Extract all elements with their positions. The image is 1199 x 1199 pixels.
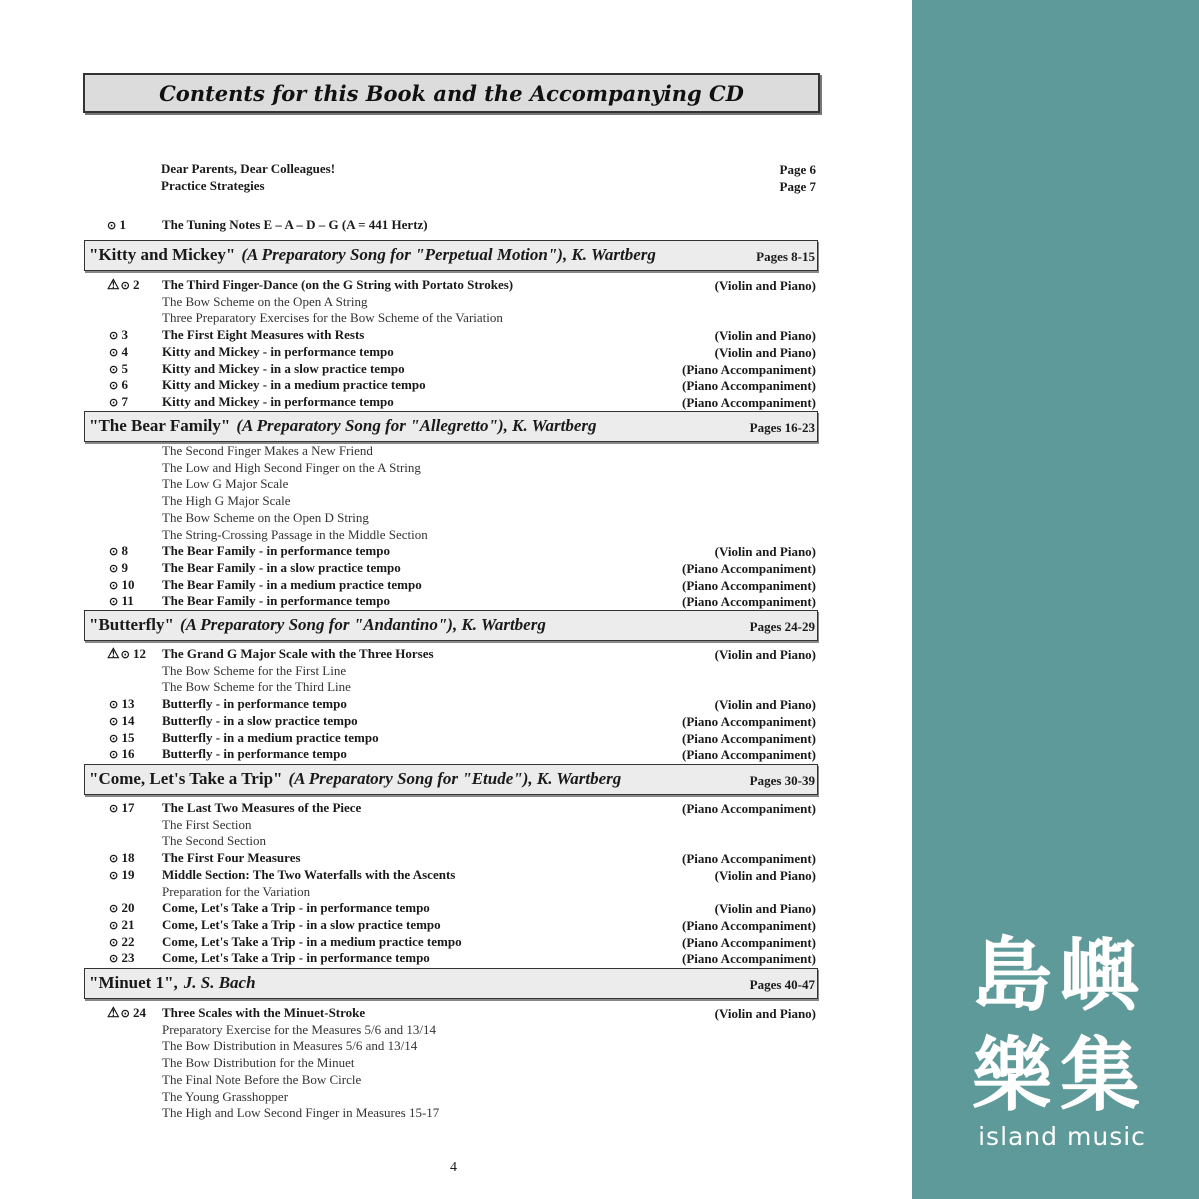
- accompaniment-label: (Violin and Piano): [714, 901, 816, 916]
- cd-track-number: ⊙ 18: [109, 850, 135, 865]
- accompaniment-label: (Piano Accompaniment): [682, 731, 816, 746]
- accompaniment-label: (Violin and Piano): [714, 328, 816, 343]
- toc-entry: Kitty and Mickey - in a medium practice tempo: [162, 377, 426, 392]
- cd-icon: ⊙: [109, 347, 119, 359]
- section-pages: Pages 16-23: [749, 420, 815, 435]
- cd-icon: ⊙: [109, 546, 119, 558]
- toc-entry: The Bear Family - in performance tempo: [162, 543, 390, 558]
- toc-entry: The Bow Distribution in Measures 5/6 and 13/14: [162, 1038, 418, 1053]
- toc-entry: Middle Section: The Two Waterfalls with the Ascents: [162, 867, 456, 882]
- cd-icon: ⊙: [109, 937, 119, 949]
- song-title: "The Bear Family": [89, 416, 231, 435]
- accompaniment-label: (Violin and Piano): [714, 868, 816, 883]
- song-subtitle: (A Preparatory Song for "Andantino"), K. Wartberg: [179, 615, 546, 634]
- cd-icon: ⊙: [109, 364, 119, 376]
- contents-title: Contents for this Book and the Accompanying CD: [159, 80, 744, 106]
- contents-title-box: [83, 73, 820, 113]
- toc-entry: Come, Let's Take a Trip - in performance tempo: [162, 950, 430, 965]
- toc-entry: Come, Let's Take a Trip - in performance tempo: [162, 900, 430, 915]
- accompaniment-label: (Piano Accompaniment): [682, 594, 816, 609]
- toc-entry: The First Four Measures: [162, 850, 301, 865]
- toc-entry: Butterfly - in a slow practice tempo: [162, 713, 358, 728]
- toc-entry: The Bear Family - in a slow practice tempo: [162, 560, 401, 575]
- toc-entry: Preparation for the Variation: [162, 884, 311, 899]
- cd-track-number: ⊙ 11: [109, 593, 134, 608]
- toc-entry: Come, Let's Take a Trip - in a medium practice tempo: [162, 934, 462, 949]
- accompaniment-label: (Piano Accompaniment): [682, 578, 816, 593]
- cd-icon: ⊙: [109, 870, 119, 882]
- intro-item: Dear Parents, Dear Colleagues!: [161, 161, 336, 176]
- song-subtitle: J. S. Bach: [183, 973, 256, 992]
- section-pages: Pages 24-29: [749, 619, 815, 634]
- section-title: [89, 245, 656, 265]
- cd-track-number: ⊙ 4: [109, 344, 128, 359]
- cd-icon: ⊙: [120, 280, 130, 292]
- toc-entry: Kitty and Mickey - in performance tempo: [162, 394, 394, 409]
- song-title: "Kitty and Mickey": [89, 245, 236, 264]
- accompaniment-label: (Piano Accompaniment): [682, 561, 816, 576]
- cd-icon: ⊙: [109, 853, 119, 865]
- accompaniment-label: (Violin and Piano): [714, 697, 816, 712]
- cd-icon: ⊙: [109, 803, 119, 815]
- cd-track-number: ⊙ 16: [109, 746, 135, 761]
- accompaniment-label: (Piano Accompaniment): [682, 747, 816, 762]
- song-subtitle: (A Preparatory Song for "Perpetual Motion"), K. Wartberg: [241, 245, 656, 264]
- cd-track-number: ⊙ 3: [109, 327, 128, 342]
- accompaniment-label: (Piano Accompaniment): [682, 378, 816, 393]
- accompaniment-label: (Piano Accompaniment): [682, 918, 816, 933]
- accompaniment-label: (Piano Accompaniment): [682, 714, 816, 729]
- cd-track-number: ⊙ 22: [109, 934, 135, 949]
- toc-entry: Three Scales with the Minuet-Stroke: [162, 1005, 366, 1020]
- toc-entry: The Bear Family - in a medium practice tempo: [162, 577, 422, 592]
- toc-entry: The Young Grasshopper: [162, 1089, 289, 1104]
- cd-icon: ⊙: [120, 649, 130, 661]
- cd-track-number: ⊙ 8: [109, 543, 128, 558]
- cd-track-number: ⊙ 10: [109, 577, 135, 592]
- song-title: "Minuet 1",: [89, 973, 178, 992]
- section-pages: Pages 30-39: [749, 773, 815, 788]
- toc-entry: The Final Note Before the Bow Circle: [162, 1072, 362, 1087]
- cd-track-number: ⊙ 1: [107, 217, 126, 232]
- cd-icon: ⊙: [109, 699, 119, 711]
- cd-track-number: ⊙ 21: [109, 917, 135, 932]
- toc-entry: The Bow Distribution for the Minuet: [162, 1055, 355, 1070]
- song-title: "Come, Let's Take a Trip": [89, 769, 283, 788]
- cd-icon: ⊙: [109, 903, 119, 915]
- accompaniment-label: (Violin and Piano): [714, 544, 816, 559]
- toc-entry: The First Eight Measures with Rests: [162, 327, 365, 342]
- cd-icon: ⊙: [109, 397, 119, 409]
- toc-entry: The Low G Major Scale: [162, 476, 289, 491]
- cd-icon: ⊙: [109, 953, 119, 965]
- section-title: [89, 973, 256, 993]
- cd-icon: ⊙: [107, 220, 117, 232]
- toc-entry: Butterfly - in performance tempo: [162, 696, 347, 711]
- toc-entry: Kitty and Mickey - in a slow practice tempo: [162, 361, 405, 376]
- toc-entry: The Bow Scheme for the First Line: [162, 663, 347, 678]
- cd-track-number: ⚠⊙ 12: [107, 646, 147, 662]
- song-title: "Butterfly": [89, 615, 174, 634]
- accompaniment-label: (Violin and Piano): [714, 1006, 816, 1021]
- toc-entry: The High G Major Scale: [162, 493, 291, 508]
- section-header: [84, 240, 818, 271]
- hazard-icon: ⚠: [107, 1006, 120, 1021]
- brand-sidebar: [912, 0, 1199, 1199]
- toc-entry: The Low and High Second Finger on the A String: [162, 460, 421, 475]
- accompaniment-label: (Violin and Piano): [714, 647, 816, 662]
- section-pages: Pages 8-15: [756, 249, 815, 264]
- cd-track-number: ⊙ 23: [109, 950, 135, 965]
- section-title: [89, 416, 597, 436]
- cd-icon: ⊙: [109, 733, 119, 745]
- intro-page: Page 7: [779, 179, 816, 194]
- accompaniment-label: (Piano Accompaniment): [682, 801, 816, 816]
- cd-track-number: ⊙ 19: [109, 867, 135, 882]
- hazard-icon: ⚠: [107, 278, 120, 293]
- accompaniment-label: (Piano Accompaniment): [682, 935, 816, 950]
- page-number: 4: [450, 1160, 457, 1175]
- toc-entry: Come, Let's Take a Trip - in a slow practice tempo: [162, 917, 441, 932]
- cd-track-number: ⊙ 14: [109, 713, 135, 728]
- hazard-icon: ⚠: [107, 647, 120, 662]
- cd-track-number: ⊙ 7: [109, 394, 128, 409]
- intro-item: Practice Strategies: [161, 178, 265, 193]
- accompaniment-label: (Piano Accompaniment): [682, 362, 816, 377]
- toc-entry: The Bow Scheme on the Open A String: [162, 294, 368, 309]
- cd-icon: ⊙: [109, 749, 119, 761]
- toc-entry: Three Preparatory Exercises for the Bow Scheme of the Variation: [162, 310, 503, 325]
- cd-icon: ⊙: [109, 580, 119, 592]
- cd-icon: ⊙: [109, 920, 119, 932]
- section-pages: Pages 40-47: [749, 977, 815, 992]
- song-subtitle: (A Preparatory Song for "Etude"), K. Wartberg: [288, 769, 622, 788]
- toc-entry: Butterfly - in performance tempo: [162, 746, 347, 761]
- toc-entry: Preparatory Exercise for the Measures 5/6 and 13/14: [162, 1022, 436, 1037]
- cd-icon: ⊙: [109, 596, 119, 608]
- brand-logo-line2: 樂集: [972, 1029, 1148, 1122]
- cd-track-number: ⊙ 15: [109, 730, 135, 745]
- toc-entry: The Second Finger Makes a New Friend: [162, 443, 373, 458]
- cd-icon: ⊙: [109, 380, 119, 392]
- toc-entry: The Bow Scheme for the Third Line: [162, 679, 351, 694]
- cd-icon: ⊙: [109, 563, 119, 575]
- cd-track-number: ⚠⊙ 24: [107, 1005, 147, 1021]
- toc-entry: The Grand G Major Scale with the Three Horses: [162, 646, 434, 661]
- cd-track-number: ⚠⊙ 2: [107, 277, 140, 293]
- toc-entry: The Last Two Measures of the Piece: [162, 800, 362, 815]
- accompaniment-label: (Violin and Piano): [714, 345, 816, 360]
- toc-entry: The String-Crossing Passage in the Middle Section: [162, 527, 428, 542]
- brand-logo-line1: 島嶼: [972, 929, 1148, 1022]
- cd-icon: ⊙: [109, 330, 119, 342]
- section-header: [84, 764, 818, 795]
- toc-entry: The Second Section: [162, 833, 266, 848]
- cd-icon: ⊙: [120, 1008, 130, 1020]
- section-header: [84, 610, 818, 641]
- song-subtitle: (A Preparatory Song for "Allegretto"), K. Wartberg: [236, 416, 597, 435]
- toc-entry: The High and Low Second Finger in Measures 15-17: [162, 1105, 440, 1120]
- cd-track-number: ⊙ 9: [109, 560, 128, 575]
- accompaniment-label: (Piano Accompaniment): [682, 951, 816, 966]
- cd-track-number: ⊙ 20: [109, 900, 135, 915]
- toc-entry: Kitty and Mickey - in performance tempo: [162, 344, 394, 359]
- toc-entry: Butterfly - in a medium practice tempo: [162, 730, 379, 745]
- cd-track-number: ⊙ 17: [109, 800, 135, 815]
- toc-entry: The Bear Family - in performance tempo: [162, 593, 390, 608]
- brand-logo-english: island music: [978, 1122, 1146, 1151]
- toc-entry: The Third Finger-Dance (on the G String with Portato Strokes): [162, 277, 514, 292]
- accompaniment-label: (Piano Accompaniment): [682, 851, 816, 866]
- tuning-notes: The Tuning Notes E – A – D – G (A = 441 Hertz): [162, 217, 428, 232]
- section-header: [84, 968, 818, 999]
- intro-page: Page 6: [779, 162, 816, 177]
- cd-track-number: ⊙ 13: [109, 696, 135, 711]
- cd-icon: ⊙: [109, 716, 119, 728]
- toc-entry: The First Section: [162, 817, 252, 832]
- accompaniment-label: (Violin and Piano): [714, 278, 816, 293]
- section-header: [84, 411, 818, 442]
- section-title: [89, 769, 621, 789]
- toc-entry: The Bow Scheme on the Open D String: [162, 510, 369, 525]
- accompaniment-label: (Piano Accompaniment): [682, 395, 816, 410]
- cd-track-number: ⊙ 6: [109, 377, 128, 392]
- section-title: [89, 615, 546, 635]
- cd-track-number: ⊙ 5: [109, 361, 128, 376]
